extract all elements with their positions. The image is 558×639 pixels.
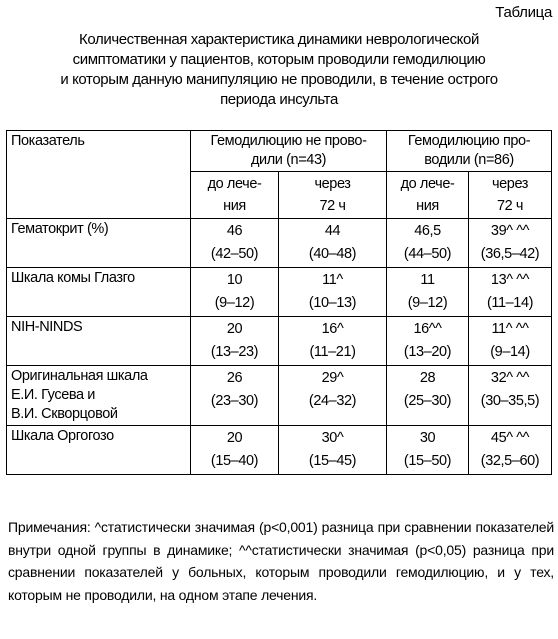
title-line: Количественная характеристика динамики неврологической <box>79 31 479 48</box>
table-cell: 16^ (11–21) <box>279 317 387 366</box>
table-cell: 28 (25–30) <box>387 366 469 426</box>
table-row <box>7 219 552 268</box>
header-group-hemodilution: Гемодилюцию про- водили (n=86) <box>387 131 552 172</box>
row-label: Шкала комы Глазго <box>7 268 191 317</box>
table-cell: 30^ (15–45) <box>279 426 387 475</box>
row-label: Оригинальная шкала Е.И. Гусева и В.И. Скворцовой <box>7 366 191 426</box>
table-row <box>7 268 552 317</box>
table-cell: 26 (23–30) <box>191 366 279 426</box>
table-cell: 29^ (24–32) <box>279 366 387 426</box>
table-cell: 30 (15–50) <box>387 426 469 475</box>
title-line: и которым данную манипуляцию не проводили, в течение острого <box>60 71 498 88</box>
table-cell: 45^ ^^ (32,5–60) <box>469 426 552 475</box>
table-cell: 11^ ^^ (9–14) <box>469 317 552 366</box>
header-indicator: Показатель <box>7 131 191 219</box>
table-row <box>7 366 552 426</box>
row-label: Шкала Оргогозо <box>7 426 191 475</box>
header-before: до лече- ния <box>191 172 279 219</box>
row-label: NIH-NINDS <box>7 317 191 366</box>
table-label: Таблица <box>495 4 552 21</box>
table-cell: 11 (9–12) <box>387 268 469 317</box>
row-label: Гематокрит (%) <box>7 219 191 268</box>
header-before: до лече- ния <box>387 172 469 219</box>
table-cell: 32^ ^^ (30–35,5) <box>469 366 552 426</box>
table-cell: 20 (13–23) <box>191 317 279 366</box>
data-table <box>6 130 552 475</box>
table-cell: 20 (15–40) <box>191 426 279 475</box>
table-cell: 39^ ^^ (36,5–42) <box>469 219 552 268</box>
table-row <box>7 426 552 475</box>
table-cell: 46 (42–50) <box>191 219 279 268</box>
header-after: через 72 ч <box>469 172 552 219</box>
table-cell: 44 (40–48) <box>279 219 387 268</box>
title-line: периода инсульта <box>220 91 338 108</box>
table-cell: 16^^ (13–20) <box>387 317 469 366</box>
title-line: симптоматики у пациентов, которым проводили гемодилюцию <box>72 51 486 68</box>
table-cell: 13^ ^^ (11–14) <box>469 268 552 317</box>
header-row <box>7 131 552 172</box>
table-cell: 11^ (10–13) <box>279 268 387 317</box>
table-cell: 46,5 (44–50) <box>387 219 469 268</box>
table-row <box>7 317 552 366</box>
table-notes: Примечания: ^статистически значимая (p<0,001) разница при сравнении показателей внутри одной группы в динамике; ^^статистически значимая (p<0,05) разница при сравнении показателей у больных, которым проводили гемодилюцию, и у тех, которым не проводили, на одном этапе лечения. <box>8 519 554 603</box>
header-group-no-hemodilution: Гемодилюцию не прово- дили (n=43) <box>191 131 387 172</box>
header-after: через 72 ч <box>279 172 387 219</box>
table-cell: 10 (9–12) <box>191 268 279 317</box>
table-title <box>0 30 558 110</box>
